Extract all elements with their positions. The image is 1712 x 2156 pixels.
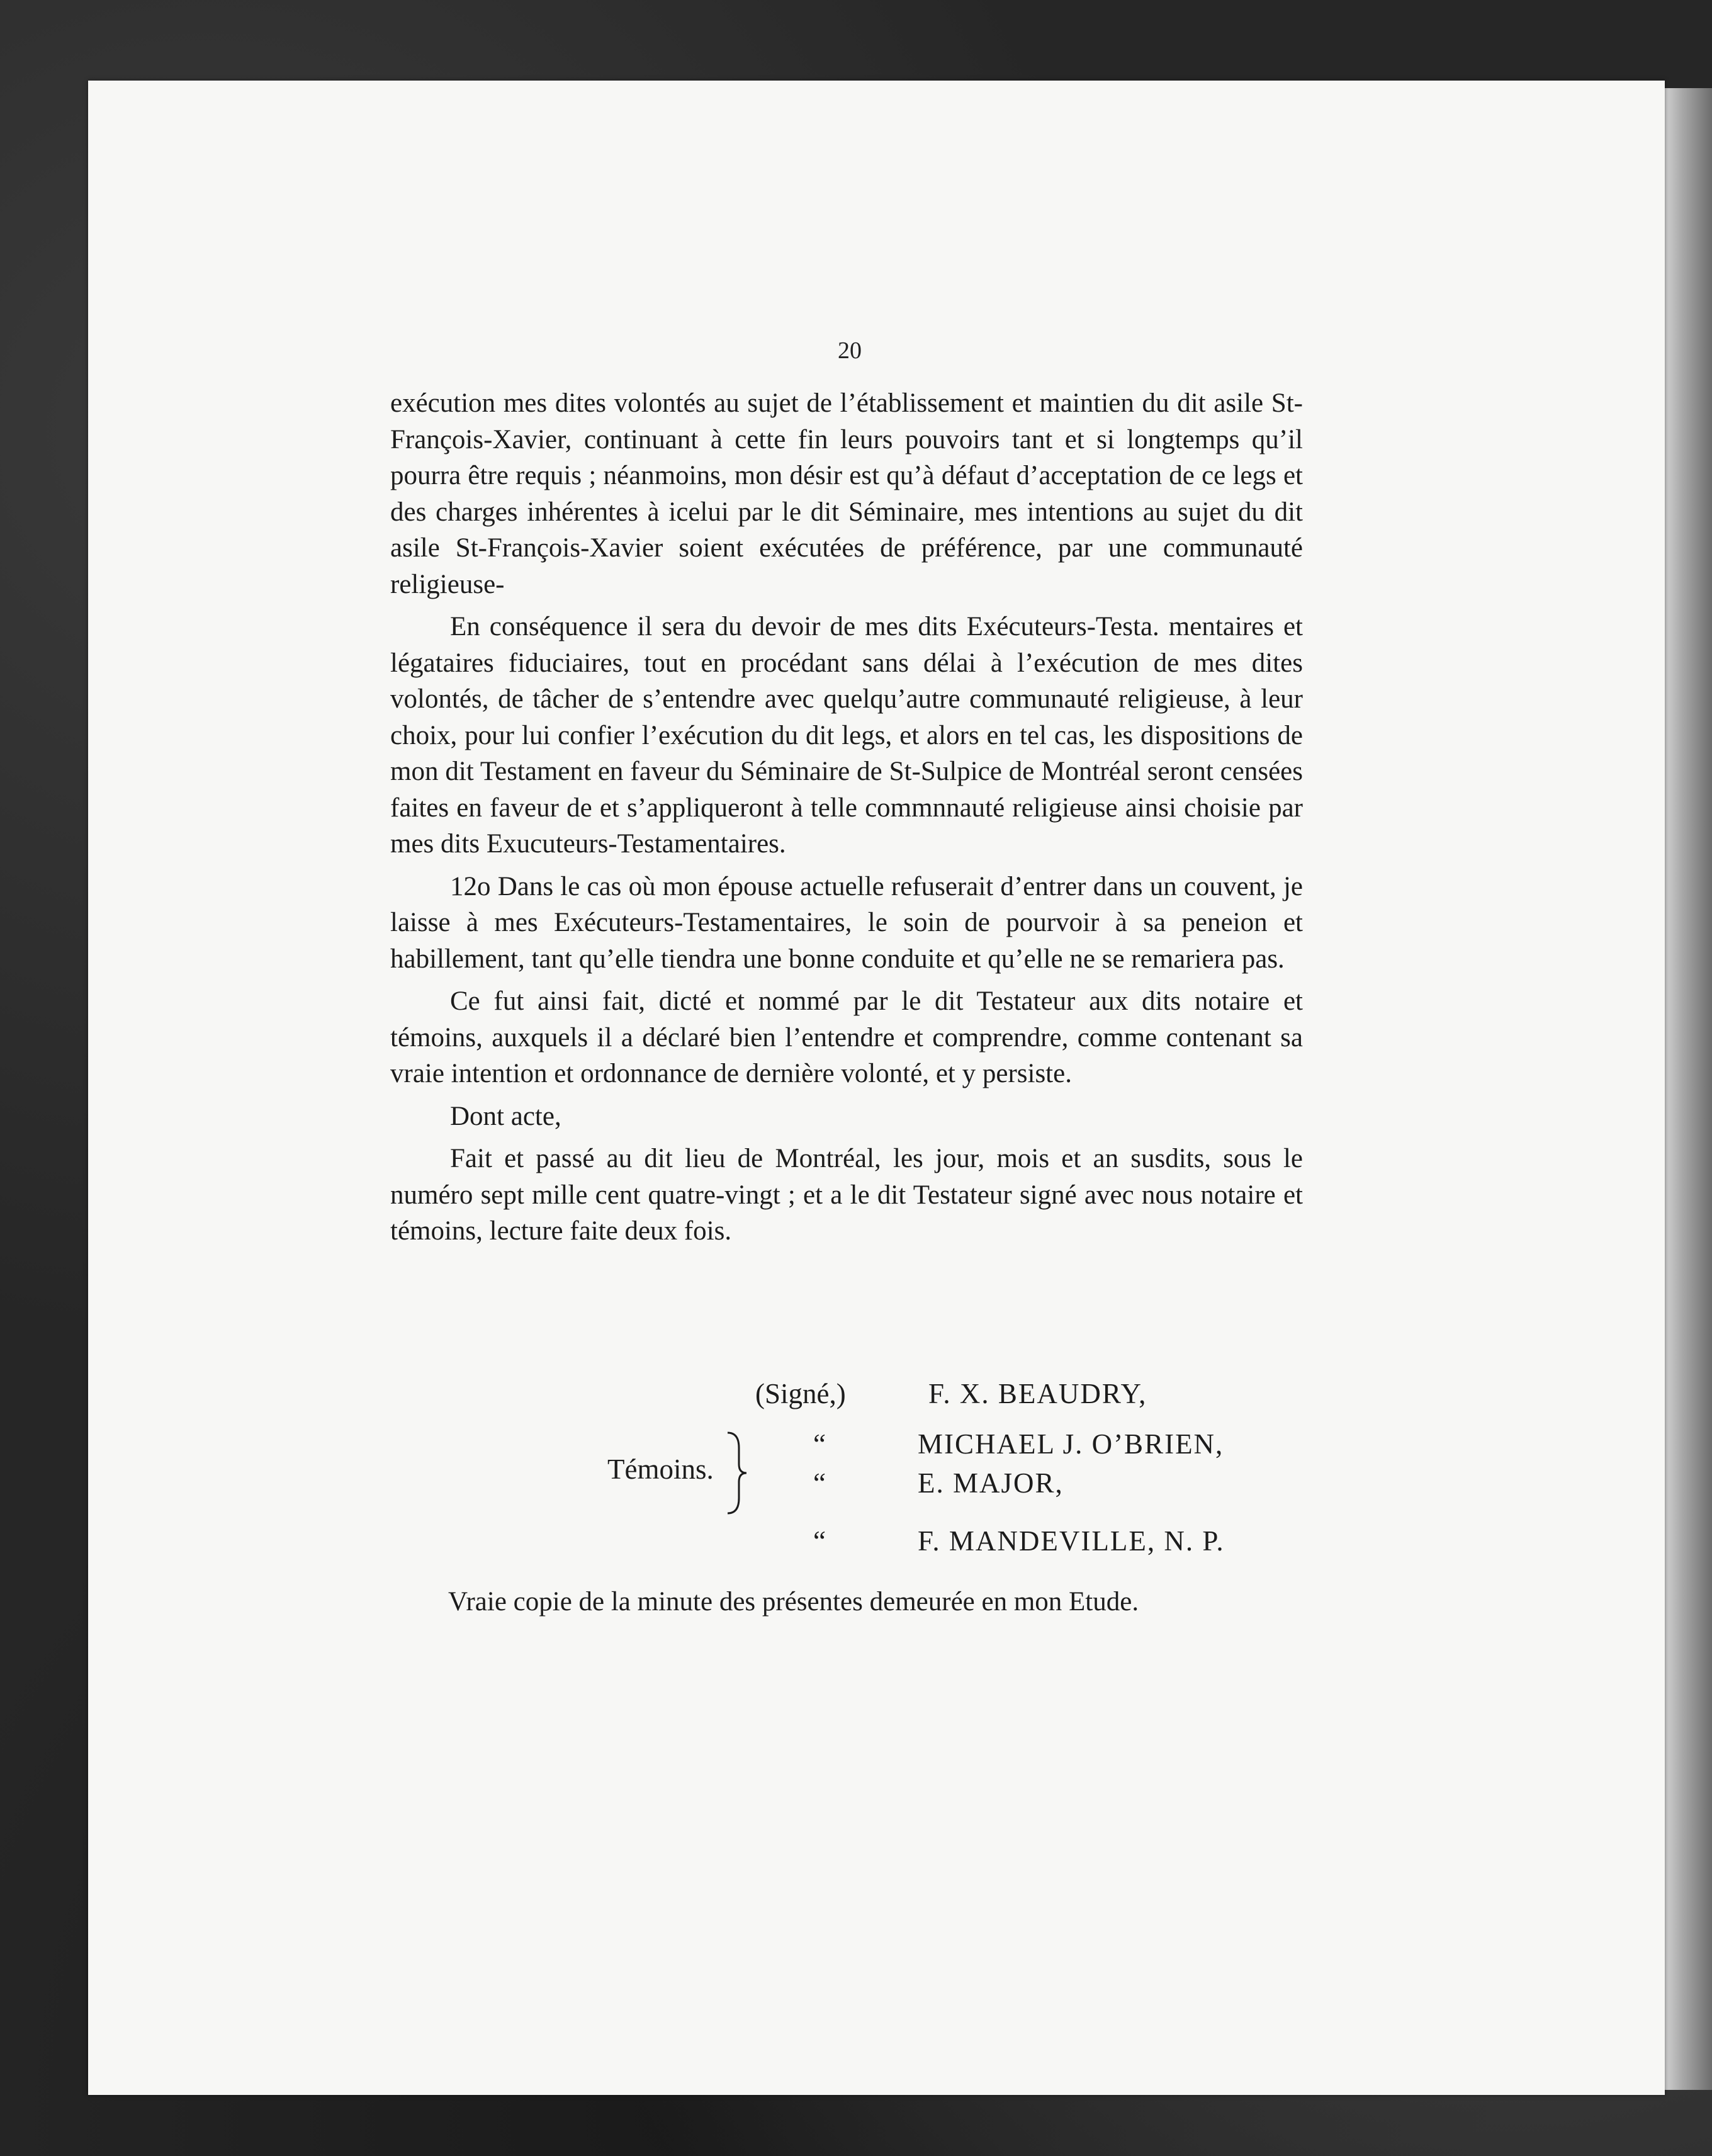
- paragraph-4: Ce fut ainsi fait, dicté et nommé par le dit Testateur aux dits notaire et témoins, auxquels il a déclaré bien l’entendre et comprendre, comme contenant sa vraie intention et ordonnance de dernière volonté, et y persiste.: [390, 986, 1303, 1088]
- signatory-major: E. MAJOR,: [918, 1467, 1064, 1499]
- witness-brace-icon: [724, 1429, 749, 1517]
- paragraph-3: 12o Dans le cas où mon épouse actuelle refuserait d’entrer dans un couvent, je laisse à mes Exécuteurs-Testamentaires, le soin de pourvoir à sa peneion et habillement, tant qu’elle tiendra une bonne conduite et qu’elle ne se remariera pas.: [390, 871, 1303, 974]
- paragraph-6: Fait et passé au dit lieu de Montréal, les jour, mois et an susdits, sous le numéro sept mille cent quatre-vingt ; et a le dit Testateur signé avec nous notaire et témoins, lecture faite deux fois.: [390, 1144, 1303, 1246]
- ditto-mark-3: “: [813, 1525, 826, 1557]
- paragraph-2: En conséquence il sera du devoir de mes dits Exécuteurs-Testa. mentaires et légataires fiduciaires, tout en procédant sans délai à l’exécution de mes dites volontés, de tâcher de s’entendre avec quelqu’autre communauté religieuse, à leur choix, pour lui confier l’exécution du dit legs, et alors en tel cas, les dispositions de mon dit Testament en faveur du Séminaire de St-Sulpice de Montréal seront censées faites en faveur de et s’appliqueront à telle commnnauté religieuse ainsi choisie par mes dits Exucuteurs-Testamentaires.: [390, 612, 1303, 859]
- paragraph-5: Dont acte,: [450, 1101, 561, 1131]
- body-text: [390, 385, 1303, 1250]
- temoins-label: Témoins.: [607, 1453, 714, 1485]
- book-spine-edge: [1662, 88, 1712, 2090]
- certification-footer: Vraie copie de la minute des présentes demeurée en mon Etude.: [448, 1587, 1139, 1617]
- paragraph-1: exécution mes dites volontés au sujet de l’établissement et maintien du dit asile St-François-Xavier, continuant à cette fin leurs pouvoirs tant et si longtemps qu’il pourra être requis ; néanmoins, mon désir est qu’à défaut d’acceptation de ce legs et des charges inhérentes à icelui par le dit Séminaire, mes intentions au sujet du dit asile St-François-Xavier soient exécutées de préférence, par une communauté religieuse-: [390, 388, 1303, 599]
- ditto-mark-1: “: [813, 1428, 826, 1460]
- signatory-beaudry: F. X. BEAUDRY,: [928, 1378, 1147, 1409]
- signatory-obrien: MICHAEL J. O’BRIEN,: [918, 1428, 1224, 1460]
- ditto-mark-2: “: [813, 1467, 826, 1499]
- signatory-mandeville: F. MANDEVILLE, N. P.: [918, 1525, 1225, 1557]
- page-number: 20: [838, 337, 862, 364]
- signe-label: (Signé,): [755, 1378, 846, 1409]
